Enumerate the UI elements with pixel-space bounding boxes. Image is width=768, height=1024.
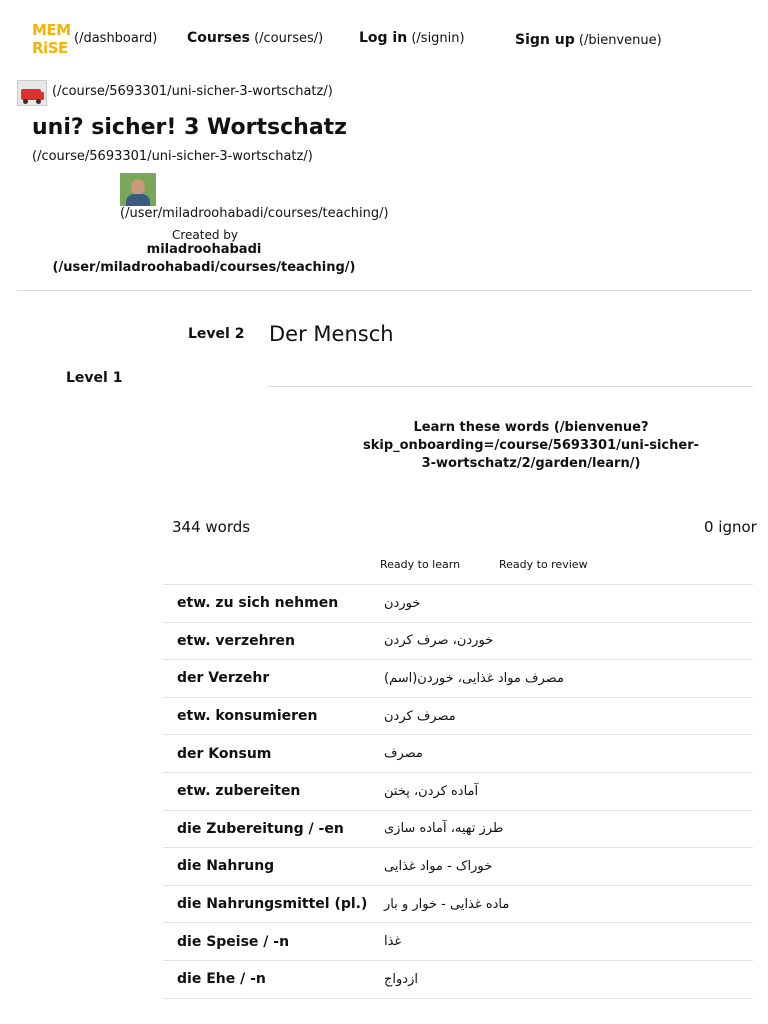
avatar-body — [126, 194, 150, 206]
word-term: der Verzehr — [163, 660, 384, 698]
word-definition — [384, 622, 753, 660]
signup-label: Sign up — [515, 32, 575, 48]
course-title-link[interactable]: (/course/5693301/uni-sicher-3-wortschatz/) — [32, 149, 313, 164]
creator-url: (/user/miladroohabadi/courses/teaching/) — [52, 260, 356, 275]
logo-line-1: MEM — [32, 21, 71, 39]
memrise-logo[interactable] — [32, 22, 72, 58]
creator-avatar-link[interactable]: (/user/miladroohabadi/courses/teaching/) — [120, 206, 389, 221]
word-definition — [384, 772, 753, 810]
wheel-icon — [36, 99, 41, 104]
definition-text: خوراک - مواد غذایی — [384, 858, 493, 874]
word-term: die Nahrungsmittel (pl.) — [163, 885, 384, 923]
table-row — [163, 848, 753, 886]
courses-link[interactable] — [187, 30, 323, 46]
definition-text: مصرف کردن — [384, 708, 456, 724]
word-definition — [384, 660, 753, 698]
word-count: 344 words — [172, 518, 251, 536]
login-url: (/signin) — [411, 31, 465, 46]
word-definition — [384, 885, 753, 923]
level-2-label: Level 2 — [188, 326, 245, 342]
course-thumbnail-link[interactable]: (/course/5693301/uni-sicher-3-wortschatz/) — [52, 84, 333, 99]
definition-text: ازدواج — [384, 971, 418, 987]
definition-text: مصرف مواد غذایی، خوردن(اسم) — [384, 670, 564, 686]
created-by-label: Created by — [172, 228, 239, 242]
signup-url: (/bienvenue) — [578, 33, 662, 48]
header-divider — [17, 290, 752, 291]
word-term: der Konsum — [163, 735, 384, 773]
word-definition — [384, 585, 753, 623]
word-definition — [384, 848, 753, 886]
word-term: etw. zubereiten — [163, 772, 384, 810]
ready-to-review-header: Ready to review — [499, 558, 588, 571]
word-definition — [384, 810, 753, 848]
avatar-face — [131, 179, 145, 195]
definition-text: ماده غذایی - خوار و بار — [384, 896, 510, 912]
table-row — [163, 735, 753, 773]
course-title[interactable]: uni? sicher! 3 Wortschatz — [32, 115, 347, 140]
word-term: die Nahrung — [163, 848, 384, 886]
level-1-link[interactable]: Level 1 — [66, 370, 123, 386]
courses-label: Courses — [187, 30, 250, 46]
word-list — [163, 584, 753, 999]
table-row — [163, 622, 753, 660]
word-term: etw. konsumieren — [163, 697, 384, 735]
ready-to-learn-header: Ready to learn — [380, 558, 461, 571]
word-term: die Ehe / -n — [163, 960, 384, 998]
level-title: Der Mensch — [269, 322, 394, 346]
learn-words-button[interactable]: Learn these words (/bienvenue?skip_onboarding=/course/5693301/uni-sicher-3-wortschatz/2/garden/learn/) — [362, 420, 700, 471]
ignored-count: 0 ignor — [704, 518, 757, 536]
wheel-icon — [23, 99, 28, 104]
signup-link[interactable] — [515, 32, 662, 48]
table-row — [163, 697, 753, 735]
definition-text: خوردن — [384, 595, 421, 611]
table-row — [163, 885, 753, 923]
logo-line-2: RiSE — [32, 39, 68, 57]
definition-text: مصرف — [384, 746, 423, 762]
dashboard-link[interactable]: (/dashboard) — [74, 31, 158, 46]
table-row — [163, 772, 753, 810]
definition-text: آماده کردن، پختن — [384, 783, 479, 799]
table-row — [163, 660, 753, 698]
word-term: etw. verzehren — [163, 622, 384, 660]
definition-text: طرز تهیه، آماده سازی — [384, 821, 504, 837]
word-term: etw. zu sich nehmen — [163, 585, 384, 623]
creator-name-link[interactable] — [50, 241, 358, 277]
word-definition — [384, 960, 753, 998]
word-term: die Speise / -n — [163, 923, 384, 961]
word-definition — [384, 697, 753, 735]
login-label: Log in — [359, 30, 408, 46]
creator-avatar[interactable] — [120, 173, 156, 206]
login-link[interactable] — [359, 30, 465, 46]
definition-text: خوردن، صرف کردن — [384, 633, 494, 649]
word-term: die Zubereitung / -en — [163, 810, 384, 848]
course-thumbnail[interactable] — [17, 80, 47, 106]
table-row — [163, 923, 753, 961]
table-row — [163, 585, 753, 623]
definition-text: غذا — [384, 934, 402, 950]
word-definition — [384, 923, 753, 961]
word-definition — [384, 735, 753, 773]
creator-name: miladroohabadi — [146, 242, 262, 257]
level-title-divider — [269, 386, 753, 387]
table-row — [163, 810, 753, 848]
courses-url: (/courses/) — [254, 31, 324, 46]
table-row — [163, 960, 753, 998]
